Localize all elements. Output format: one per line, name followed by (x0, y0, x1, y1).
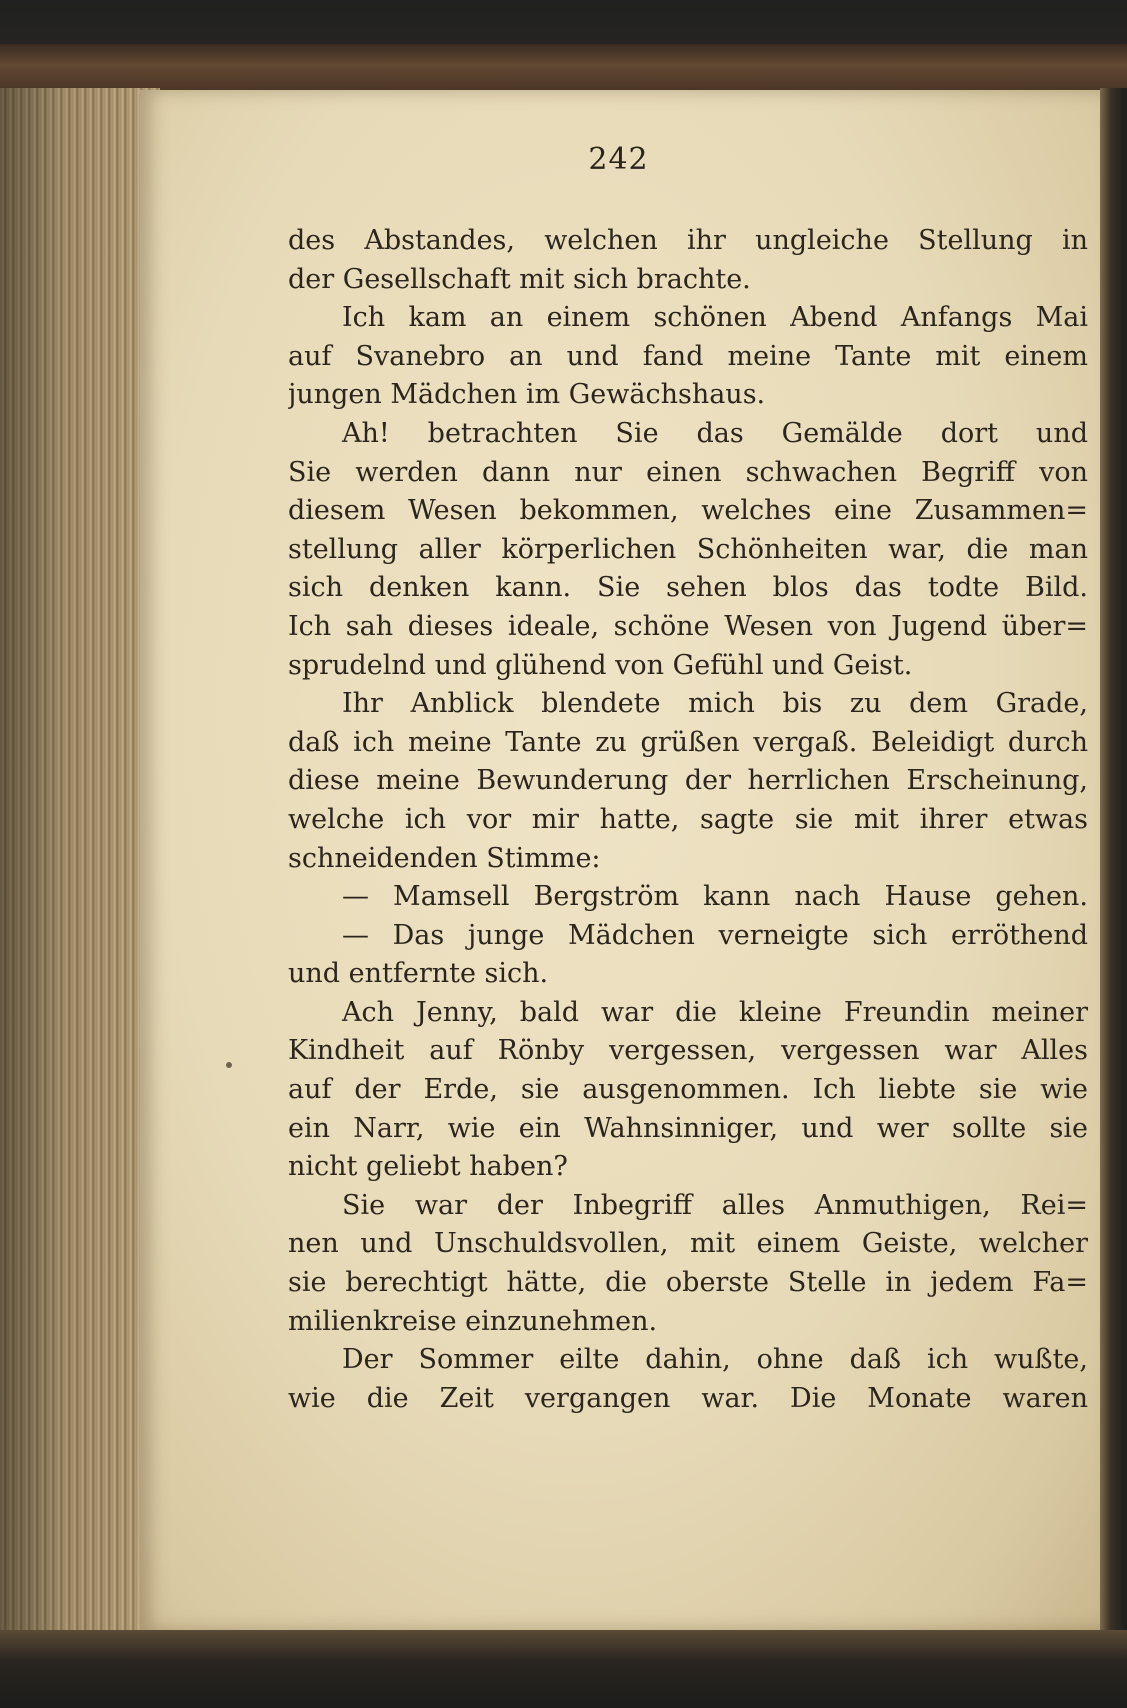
text-line: der Gesellschaft mit sich brachte. (288, 263, 751, 295)
text-line: nen und Unschuldsvollen, mit einem Geiste, welcher (288, 1228, 1088, 1260)
text-line: Kindheit auf Rönby vergessen, vergessen war Alles (288, 1035, 1088, 1067)
text-line: auf Svanebro an und fand meine Tante mit einem (288, 340, 1088, 372)
text-line: wie die Zeit vergangen war. Die Monate waren (288, 1382, 1088, 1414)
text-line: und entfernte sich. (288, 958, 549, 990)
text-line: — Das junge Mädchen verneigte sich erröthend (342, 919, 1088, 951)
text-line: — Mamsell Bergström kann nach Hause gehen. (342, 881, 1088, 913)
text-line: auf der Erde, sie ausgenommen. Ich liebte sie wie (288, 1074, 1088, 1106)
text-line: sie berechtigt hätte, die oberste Stelle in jedem Fa= (288, 1267, 1088, 1299)
body-text (288, 222, 1088, 1418)
text-line: Ach Jenny, bald war die kleine Freundin meiner (342, 996, 1088, 1028)
text-line: stellung aller körperlichen Schönheiten war, die man (288, 533, 1088, 565)
text-line: welche ich vor mir hatte, sagte sie mit ihrer etwas (288, 803, 1088, 835)
text-line: jungen Mädchen im Gewächshaus. (288, 379, 766, 411)
text-line: daß ich meine Tante zu grüßen vergaß. Beleidigt durch (288, 726, 1088, 758)
bottom-background (0, 1630, 1127, 1708)
text-line: ein Narr, wie ein Wahnsinniger, und wer sollte sie (288, 1112, 1088, 1144)
text-line: diese meine Bewunderung der herrlichen Erscheinung, (288, 765, 1088, 797)
text-line: Ich kam an einem schönen Abend Anfangs Mai (342, 302, 1088, 334)
text-line: schneidenden Stimme: (288, 842, 601, 874)
page-block-shadow (0, 88, 160, 1648)
text-line: sich denken kann. Sie sehen blos das todte Bild. (288, 572, 1088, 604)
text-line: Ah! betrachten Sie das Gemälde dort und (342, 417, 1088, 449)
text-line: nicht geliebt haben? (288, 1151, 568, 1183)
paper-speck (226, 1062, 232, 1068)
right-page-edge (1100, 88, 1127, 1648)
text-line: Ihr Anblick blendete mich bis zu dem Grade, (342, 688, 1088, 720)
text-line: Sie war der Inbegriff alles Anmuthigen, Rei= (342, 1189, 1088, 1221)
text-line: Ich sah dieses ideale, schöne Wesen von Jugend über= (288, 610, 1088, 642)
text-line: Sie werden dann nur einen schwachen Begriff von (288, 456, 1088, 488)
text-line: diesem Wesen bekommen, welches eine Zusammen= (288, 495, 1088, 527)
text-line: Der Sommer eilte dahin, ohne daß ich wußte, (342, 1344, 1088, 1376)
text-line: sprudelnd und glühend von Gefühl und Geist. (288, 649, 913, 681)
text-line: des Abstandes, welchen ihr ungleiche Stellung in (288, 225, 1088, 256)
text-line: milienkreise einzunehmen. (288, 1305, 658, 1337)
page-number: 242 (588, 142, 649, 177)
book-spine-edge (0, 44, 1127, 90)
